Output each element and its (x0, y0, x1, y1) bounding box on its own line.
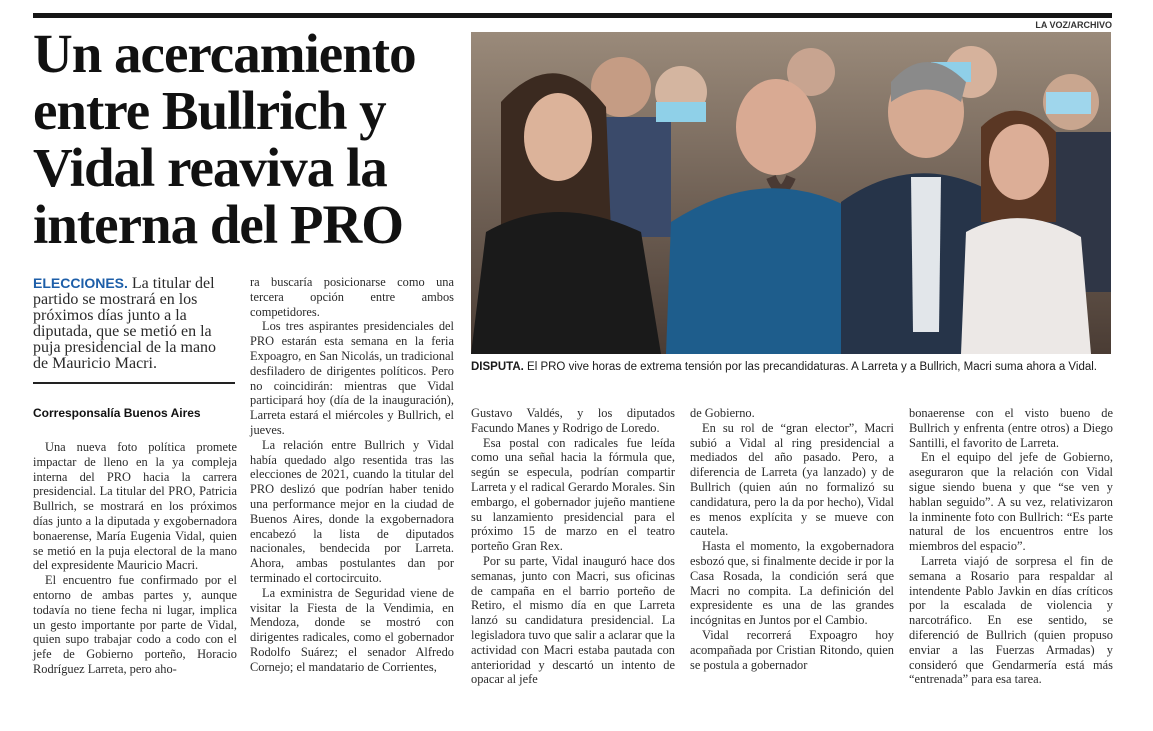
news-photo (471, 32, 1111, 354)
paragraph-continuation: de Gobierno. (690, 406, 755, 420)
paragraph: Hasta el momento, la exgobernadora esbozó que, si finalmente decide ir por la Casa Rosada, la condición será que Macri no compita. La definición del expresidente es una de las grandes incógnitas en Juntos por el Cambio. (690, 539, 894, 628)
paragraph-continuation: ra buscaría posicionarse como una tercera opción entre ambos competidores. (250, 275, 454, 319)
paragraph: Vidal recorrerá Expoagro hoy acompañada por Cristian Ritondo, quien se postula a gobernador (690, 627, 894, 672)
paragraph: En su rol de “gran elector”, Macri subió a Vidal al ring presidencial a mediados del año pasado. Pero, a diferencia de Larreta (ya lanzado) y de Bullrich (quien aún no formalizó su candidatura, pero la da por hecho), Vidal es menos explícita y se mueve con cautela. (690, 420, 894, 539)
lead-paragraph (33, 275, 235, 372)
article-column-4 (690, 406, 894, 672)
paragraph-continuation: Gustavo Valdés, y los diputados Facundo Manes y Rodrigo de Loredo. (471, 406, 675, 435)
photo-credit: LA VOZ/ARCHIVO (1035, 20, 1112, 30)
paragraph: El encuentro fue confirmado por el entorno de ambas partes y, aunque todavía no tiene fecha ni lugar, implica un gesto importante por parte de Vidal, quien supo trabajar codo a codo con el jefe de Gobierno porteño, Horacio Rodríguez Larreta, pero aho- (33, 573, 237, 676)
headline: Un acercamiento entre Bullrich y Vidal reaviva la interna del PRO (33, 23, 416, 255)
paragraph: Una nueva foto política promete impactar de lleno en la ya compleja interna del PRO hacia la carrera presidencial. La titular del PRO, Patricia Bullrich, se mostrará en los próximos días junto a la diputada y exgobernadora bonaerense, María Eugenia Vidal, quien se metió en la puja electoral de la mano del expresidente Mauricio Macri. (33, 440, 237, 573)
article-column-1 (33, 440, 237, 677)
photo-caption (471, 360, 1111, 374)
article-column-2 (250, 275, 454, 675)
paragraph-continuation: bonaerense con el visto bueno de Bullrich y enfrenta (entre otros) a Diego Santilli, el favorito de Larreta. (909, 406, 1113, 450)
paragraph: En el equipo del jefe de Gobierno, aseguraron que la relación con Vidal sigue siendo buena y que “se ven y hablan seguido”. A su vez, relativizaron la inminente foto con Bullrich: “Es parte natural de los encuentros entre los miembros del espacio”. (909, 450, 1113, 554)
lead-divider (33, 382, 235, 384)
article-column-5 (909, 406, 1113, 687)
paragraph: La relación entre Bullrich y Vidal había quedado algo resentida tras las elecciones de 2021, cuando la titular del PRO deslizó que podrían haber tenido una performance mejor en la ciudad de Buenos Aires, donde la exgobernadora encabezó la lista de diputados nacionales, bendecida por Larreta. Ahora, ambas postulantes dan por terminado el cortocircuito. (250, 437, 454, 585)
top-rule (33, 13, 1112, 18)
paragraph: Los tres aspirantes presidenciales del PRO estarán esta semana en la feria Expoagro, en San Nicolás, un tradicional desfiladero de dirigentes políticos. Pero no coincidirán: mientras que Vidal participará hoy (día de la inauguración), Larreta estará el miércoles y Bullrich, el jueves. (250, 319, 454, 437)
paragraph: Por su parte, Vidal inauguró hace dos semanas, junto con Macri, sus oficinas de campaña en el barrio porteño de Retiro, el mismo día en que Larreta lanzó su candidatura presidencial. La legisladora tuvo que salir a aclarar que la actividad con Macri estaba pautada con anterioridad y descartó un intento de opacar al jefe (471, 553, 675, 687)
byline: Corresponsalía Buenos Aires (33, 406, 201, 420)
lead-kicker: ELECCIONES. (33, 275, 128, 291)
paragraph: Esa postal con radicales fue leída como una señal hacia la fórmula que, según se especula, podrían compartir Larreta y el radical Gerardo Morales. Sin embargo, el gobernador jujeño mantiene su lanzamiento presidencial para el próximo 15 de marzo en el teatro porteño Gran Rex. (471, 435, 676, 554)
caption-kicker: DISPUTA. (471, 361, 524, 373)
paragraph: Larreta viajó de sorpresa el fin de semana a Rosario para respaldar al intendente Pablo Javkin en días críticos por la escalada de violencia y narcotráfico. En ese sentido, se diferenció de Bullrich (quien propuso enviar a las Fuerzas Armadas) y consideró que Gendarmería está más “entrenada” para esa tarea. (909, 553, 1113, 687)
lead-text: La titular del partido se mostrará en los próximos días junto a la diputada, que se metió en la puja presidencial de la mano de Mauricio Macri. (33, 275, 217, 372)
caption-text: El PRO vive horas de extrema tensión por las precandidaturas. A Larreta y a Bullrich, Macri suma ahora a Vidal. (527, 361, 1097, 373)
paragraph: La exministra de Seguridad viene de visitar la Fiesta de la Vendimia, en Mendoza, donde se mostró con dirigentes radicales, como el gobernador Rodolfo Suárez; el senador Alfredo Cornejo; el mandatario de Corrientes, (250, 585, 454, 674)
photo-illustration (471, 32, 1111, 354)
article-column-3 (471, 406, 675, 687)
